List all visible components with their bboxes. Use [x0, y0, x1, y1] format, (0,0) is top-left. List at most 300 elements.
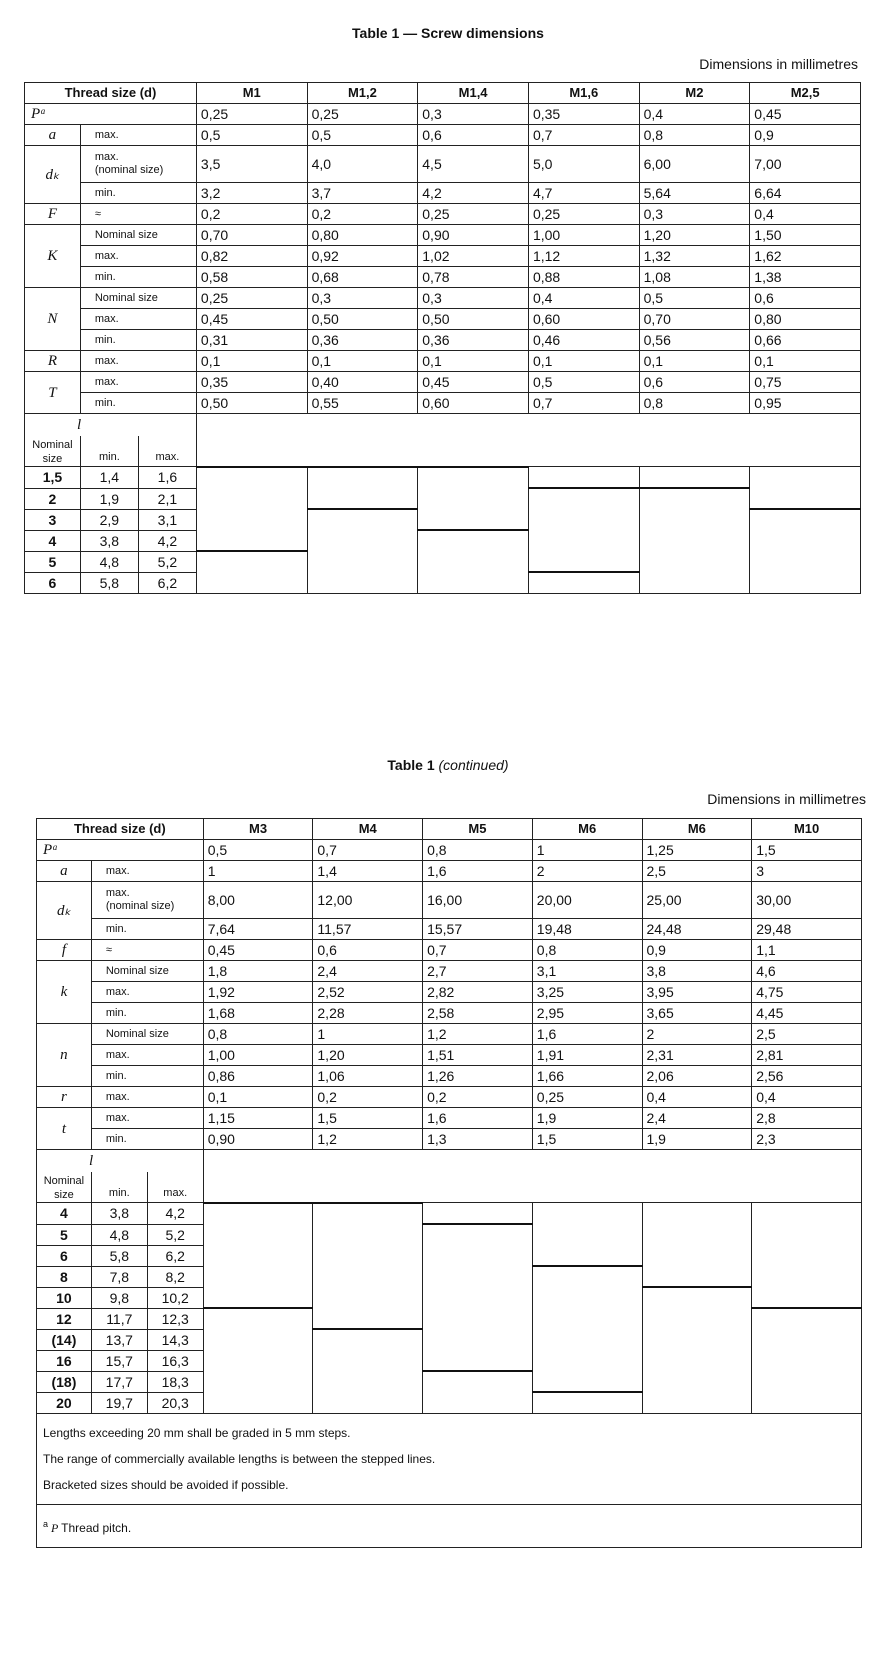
length-range-cell [203, 1392, 313, 1414]
thread-size-header [37, 819, 204, 840]
length-range-cell [642, 1350, 752, 1371]
min-header: min. [91, 1172, 147, 1203]
value-cell: 0,36 [307, 330, 418, 351]
value-cell: 0,45 [750, 104, 861, 125]
value-cell: 0,8 [639, 393, 750, 414]
length-range-cell [313, 1203, 423, 1225]
dim-row [25, 330, 861, 351]
value-cell: 1,9 [642, 1129, 752, 1150]
length-range-cell [313, 1329, 423, 1350]
value-cell: 0,45 [418, 372, 529, 393]
length-range-cell [423, 1308, 533, 1329]
value-cell: 0,25 [196, 104, 307, 125]
value-cell: 0,3 [639, 204, 750, 225]
value-cell: 2,3 [752, 1129, 862, 1150]
value-cell: 1,92 [203, 982, 313, 1003]
length-range-cell [418, 488, 529, 509]
length-range-cell [307, 530, 418, 551]
min-length: 1,9 [80, 488, 138, 509]
length-range-cell [752, 1371, 862, 1392]
size-header: M1,4 [418, 83, 529, 104]
value-cell: 0,25 [528, 204, 639, 225]
nominal-length: 5 [25, 551, 81, 572]
value-cell: 2,95 [532, 1003, 642, 1024]
qualifier-label: max. (nominal size) [80, 146, 196, 183]
table2-title-text: Table 1 [387, 757, 435, 773]
length-range-cell [423, 1266, 533, 1287]
value-cell: 0,60 [528, 309, 639, 330]
value-cell: 0,4 [639, 104, 750, 125]
value-cell: 1,3 [423, 1129, 533, 1150]
length-range-cell [196, 530, 307, 551]
value-cell: 0,25 [307, 104, 418, 125]
dim-row [37, 861, 862, 882]
max-length: 4,2 [138, 530, 196, 551]
value-cell: 1,2 [423, 1024, 533, 1045]
dim-row [37, 961, 862, 982]
value-cell: 0,50 [196, 393, 307, 414]
symbol-cell: N [25, 288, 81, 351]
length-header-row [25, 414, 861, 437]
symbol-cell: R [25, 351, 81, 372]
max-length: 1,6 [138, 467, 196, 489]
length-range-cell [639, 530, 750, 551]
length-range-cell [307, 488, 418, 509]
value-cell: 0,6 [639, 372, 750, 393]
footnote-text: Thread pitch. [61, 1521, 132, 1535]
length-range-cell [418, 467, 529, 489]
qualifier-label: min. [80, 183, 196, 204]
value-cell: 0,9 [750, 125, 861, 146]
dim-row [37, 882, 862, 919]
nominal-length: 3 [25, 509, 81, 530]
dim-row [37, 1087, 862, 1108]
size-header: M1 [196, 83, 307, 104]
length-range-cell [642, 1392, 752, 1414]
value-cell: 0,40 [307, 372, 418, 393]
nominal-length: 2 [25, 488, 81, 509]
length-range-cell [532, 1371, 642, 1392]
value-cell: 0,80 [750, 309, 861, 330]
value-cell: 2 [532, 861, 642, 882]
table2 [36, 818, 862, 1548]
dim-row [25, 372, 861, 393]
qualifier-label: Nominal size [80, 225, 196, 246]
value-cell: 0,4 [642, 1087, 752, 1108]
symbol-cell: T [25, 372, 81, 414]
value-cell: 0,1 [750, 351, 861, 372]
min-length: 5,8 [80, 572, 138, 594]
value-cell: 0,78 [418, 267, 529, 288]
value-cell: 2,5 [752, 1024, 862, 1045]
length-row [37, 1308, 862, 1329]
nominal-length: 6 [25, 572, 81, 594]
length-range-cell [532, 1287, 642, 1308]
dim-row [25, 267, 861, 288]
value-cell: 1,20 [639, 225, 750, 246]
length-row [37, 1287, 862, 1308]
nominal-length: 16 [37, 1350, 92, 1371]
length-range-cell [532, 1392, 642, 1414]
max-length: 8,2 [147, 1266, 203, 1287]
value-cell: 2,7 [423, 961, 533, 982]
table1-units: Dimensions in millimetres [699, 56, 858, 72]
length-range-cell [423, 1392, 533, 1414]
max-length: 10,2 [147, 1287, 203, 1308]
length-range-cell [642, 1224, 752, 1245]
qualifier-label: max. [91, 1087, 203, 1108]
length-range-cell [642, 1308, 752, 1329]
length-range-cell [203, 1245, 313, 1266]
nominal-length: 8 [37, 1266, 92, 1287]
value-cell: 0,3 [307, 288, 418, 309]
size-header: M2,5 [750, 83, 861, 104]
qualifier-label: max. [80, 309, 196, 330]
value-cell: 3 [752, 861, 862, 882]
length-range-cell [639, 572, 750, 594]
value-cell: 0,50 [418, 309, 529, 330]
value-cell: 12,00 [313, 882, 423, 919]
note-line: Bracketed sizes should be avoided if possible. [43, 1478, 289, 1492]
length-range-cell [423, 1287, 533, 1308]
footnote-cell [37, 1505, 862, 1548]
min-length: 11,7 [91, 1308, 147, 1329]
length-header-blank [196, 414, 860, 467]
footnote-symbol: P [48, 1521, 62, 1535]
length-range-cell [203, 1203, 313, 1225]
dim-row [25, 183, 861, 204]
min-length: 5,8 [91, 1245, 147, 1266]
length-range-cell [752, 1329, 862, 1350]
symbol-cell: f [37, 940, 92, 961]
value-cell: 0,56 [639, 330, 750, 351]
value-cell: 0,25 [418, 204, 529, 225]
qualifier-label: min. [80, 330, 196, 351]
value-cell: 2,82 [423, 982, 533, 1003]
value-cell: 4,75 [752, 982, 862, 1003]
value-cell: 0,6 [750, 288, 861, 309]
value-cell: 0,1 [196, 351, 307, 372]
length-row [25, 551, 861, 572]
max-length: 5,2 [138, 551, 196, 572]
max-length: 2,1 [138, 488, 196, 509]
value-cell: 0,25 [532, 1087, 642, 1108]
table1 [24, 82, 861, 594]
nominal-length: 20 [37, 1392, 92, 1414]
qualifier-label: max. [80, 372, 196, 393]
length-range-cell [750, 467, 861, 489]
length-range-cell [313, 1350, 423, 1371]
length-range-cell [642, 1203, 752, 1225]
dim-row [37, 940, 862, 961]
length-range-cell [750, 509, 861, 530]
length-row [25, 530, 861, 551]
max-header: max. [138, 436, 196, 467]
value-cell: 0,4 [528, 288, 639, 309]
length-range-cell [313, 1308, 423, 1329]
value-cell: 0,7 [423, 940, 533, 961]
value-cell: 0,35 [196, 372, 307, 393]
length-range-cell [528, 467, 639, 489]
length-row [25, 467, 861, 489]
nominal-length: 5 [37, 1224, 92, 1245]
min-length: 15,7 [91, 1350, 147, 1371]
value-cell: 5,0 [528, 146, 639, 183]
header-row [25, 83, 861, 104]
symbol-cell: n [37, 1024, 92, 1087]
dim-row [37, 1003, 862, 1024]
value-cell: 1,62 [750, 246, 861, 267]
note-line: Lengths exceeding 20 mm shall be graded in 5 mm steps. [43, 1426, 351, 1440]
thread-size-header [25, 83, 197, 104]
value-cell: 2,31 [642, 1045, 752, 1066]
table2-title-cont: (continued) [438, 757, 509, 773]
value-cell: 1 [203, 861, 313, 882]
length-range-cell [203, 1350, 313, 1371]
length-range-cell [313, 1245, 423, 1266]
value-cell: 2,06 [642, 1066, 752, 1087]
value-cell: 7,64 [203, 919, 313, 940]
length-range-cell [418, 509, 529, 530]
value-cell: 1,00 [528, 225, 639, 246]
length-range-cell [532, 1245, 642, 1266]
length-range-cell [423, 1350, 533, 1371]
value-cell: 0,45 [203, 940, 313, 961]
qualifier-label: ≈ [91, 940, 203, 961]
symbol-cell: Pᵃ [25, 104, 197, 125]
value-cell: 2,4 [642, 1108, 752, 1129]
value-cell: 0,5 [639, 288, 750, 309]
max-length: 5,2 [147, 1224, 203, 1245]
table2-units: Dimensions in millimetres [707, 791, 866, 807]
table1-title: Table 1 — Screw dimensions [352, 25, 544, 41]
length-range-cell [196, 467, 307, 489]
value-cell: 1 [313, 1024, 423, 1045]
value-cell: 24,48 [642, 919, 752, 940]
length-range-cell [423, 1203, 533, 1225]
length-range-cell [642, 1287, 752, 1308]
max-length: 18,3 [147, 1371, 203, 1392]
dim-row [37, 1045, 862, 1066]
max-length: 12,3 [147, 1308, 203, 1329]
qualifier-label: min. [91, 919, 203, 940]
size-header: M1,6 [528, 83, 639, 104]
value-cell: 0,7 [313, 840, 423, 861]
value-cell: 15,57 [423, 919, 533, 940]
value-cell: 0,3 [418, 288, 529, 309]
value-cell: 1,38 [750, 267, 861, 288]
value-cell: 16,00 [423, 882, 533, 919]
size-header: M3 [203, 819, 313, 840]
table2-title [0, 757, 896, 773]
length-row [25, 509, 861, 530]
length-range-cell [203, 1329, 313, 1350]
length-range-cell [752, 1350, 862, 1371]
size-header: M1,2 [307, 83, 418, 104]
value-cell: 2,5 [642, 861, 752, 882]
dim-row [25, 288, 861, 309]
value-cell: 1,00 [203, 1045, 313, 1066]
max-length: 4,2 [147, 1203, 203, 1225]
length-range-cell [532, 1224, 642, 1245]
length-range-cell [528, 572, 639, 594]
value-cell: 0,9 [642, 940, 752, 961]
size-header: M6 [642, 819, 752, 840]
value-cell: 1,20 [313, 1045, 423, 1066]
notes-row [37, 1414, 862, 1505]
value-cell: 0,5 [307, 125, 418, 146]
length-row [37, 1245, 862, 1266]
dim-row [25, 225, 861, 246]
length-row [37, 1203, 862, 1225]
value-cell: 1,5 [532, 1129, 642, 1150]
value-cell: 0,1 [307, 351, 418, 372]
value-cell: 1,1 [752, 940, 862, 961]
length-range-cell [307, 509, 418, 530]
nominal-length: 1,5 [25, 467, 81, 489]
symbol-cell: dₖ [25, 146, 81, 204]
value-cell: 0,2 [196, 204, 307, 225]
value-cell: 0,5 [196, 125, 307, 146]
length-range-cell [196, 551, 307, 572]
value-cell: 4,2 [418, 183, 529, 204]
length-range-cell [423, 1245, 533, 1266]
qualifier-label: min. [91, 1066, 203, 1087]
length-range-cell [418, 572, 529, 594]
length-range-cell [750, 488, 861, 509]
value-cell: 3,95 [642, 982, 752, 1003]
length-range-cell [203, 1224, 313, 1245]
length-row [37, 1350, 862, 1371]
size-header: M2 [639, 83, 750, 104]
value-cell: 3,8 [642, 961, 752, 982]
value-cell: 0,8 [532, 940, 642, 961]
footnote-row [37, 1505, 862, 1548]
value-cell: 4,7 [528, 183, 639, 204]
value-cell: 0,1 [203, 1087, 313, 1108]
value-cell: 1,8 [203, 961, 313, 982]
length-row [37, 1392, 862, 1414]
value-cell: 20,00 [532, 882, 642, 919]
value-cell: 0,8 [423, 840, 533, 861]
value-cell: 2,52 [313, 982, 423, 1003]
dim-row [25, 146, 861, 183]
value-cell: 0,35 [528, 104, 639, 125]
value-cell: 0,7 [528, 393, 639, 414]
min-length: 4,8 [91, 1224, 147, 1245]
qualifier-label: max. [80, 246, 196, 267]
min-length: 3,8 [80, 530, 138, 551]
min-length: 4,8 [80, 551, 138, 572]
value-cell: 0,86 [203, 1066, 313, 1087]
value-cell: 1,50 [750, 225, 861, 246]
value-cell: 0,92 [307, 246, 418, 267]
dim-row [37, 982, 862, 1003]
min-length: 9,8 [91, 1287, 147, 1308]
value-cell: 0,60 [418, 393, 529, 414]
length-symbol-text: l [89, 1153, 94, 1169]
length-range-cell [750, 530, 861, 551]
value-cell: 1,91 [532, 1045, 642, 1066]
value-cell: 0,7 [528, 125, 639, 146]
length-header-blank [203, 1150, 861, 1203]
value-cell: 1,12 [528, 246, 639, 267]
value-cell: 3,5 [196, 146, 307, 183]
size-header: M5 [423, 819, 533, 840]
dim-row [37, 1066, 862, 1087]
value-cell: 2,56 [752, 1066, 862, 1087]
value-cell: 1,5 [752, 840, 862, 861]
max-length: 6,2 [147, 1245, 203, 1266]
value-cell: 0,70 [639, 309, 750, 330]
value-cell: 1,08 [639, 267, 750, 288]
length-range-cell [642, 1371, 752, 1392]
min-length: 7,8 [91, 1266, 147, 1287]
value-cell: 0,6 [418, 125, 529, 146]
value-cell: 1,68 [203, 1003, 313, 1024]
dim-row [25, 246, 861, 267]
footnote-mark: a [43, 1519, 49, 1529]
value-cell: 4,45 [752, 1003, 862, 1024]
length-range-cell [639, 467, 750, 489]
max-length: 16,3 [147, 1350, 203, 1371]
dim-row [37, 1108, 862, 1129]
note-line: The range of commercially available lengths is between the stepped lines. [43, 1452, 436, 1466]
value-cell: 0,75 [750, 372, 861, 393]
max-length: 6,2 [138, 572, 196, 594]
value-cell: 0,1 [418, 351, 529, 372]
length-row [37, 1371, 862, 1392]
dim-row [25, 351, 861, 372]
length-range-cell [752, 1266, 862, 1287]
notes-cell [37, 1414, 862, 1505]
value-cell: 1,51 [423, 1045, 533, 1066]
length-row [25, 488, 861, 509]
value-cell: 2,4 [313, 961, 423, 982]
symbol-cell: a [37, 861, 92, 882]
nominal-length: 12 [37, 1308, 92, 1329]
min-length: 2,9 [80, 509, 138, 530]
value-cell: 1,4 [313, 861, 423, 882]
value-cell: 0,50 [307, 309, 418, 330]
symbol-cell: a [25, 125, 81, 146]
dim-row [25, 309, 861, 330]
value-cell: 29,48 [752, 919, 862, 940]
length-range-cell [423, 1329, 533, 1350]
length-row [37, 1224, 862, 1245]
size-header: M10 [752, 819, 862, 840]
qualifier-label: max. (nominal size) [91, 882, 203, 919]
dim-row [25, 393, 861, 414]
value-cell: 1,6 [532, 1024, 642, 1045]
qualifier-label: max. [80, 351, 196, 372]
value-cell: 0,46 [528, 330, 639, 351]
value-cell: 11,57 [313, 919, 423, 940]
length-range-cell [639, 488, 750, 509]
value-cell: 0,1 [639, 351, 750, 372]
nominal-length: 4 [25, 530, 81, 551]
qualifier-label: min. [80, 393, 196, 414]
length-range-cell [639, 509, 750, 530]
max-header: max. [147, 1172, 203, 1203]
value-cell: 25,00 [642, 882, 752, 919]
min-length: 13,7 [91, 1329, 147, 1350]
value-cell: 7,00 [750, 146, 861, 183]
value-cell: 0,66 [750, 330, 861, 351]
value-cell: 0,55 [307, 393, 418, 414]
value-cell: 0,82 [196, 246, 307, 267]
length-range-cell [528, 551, 639, 572]
